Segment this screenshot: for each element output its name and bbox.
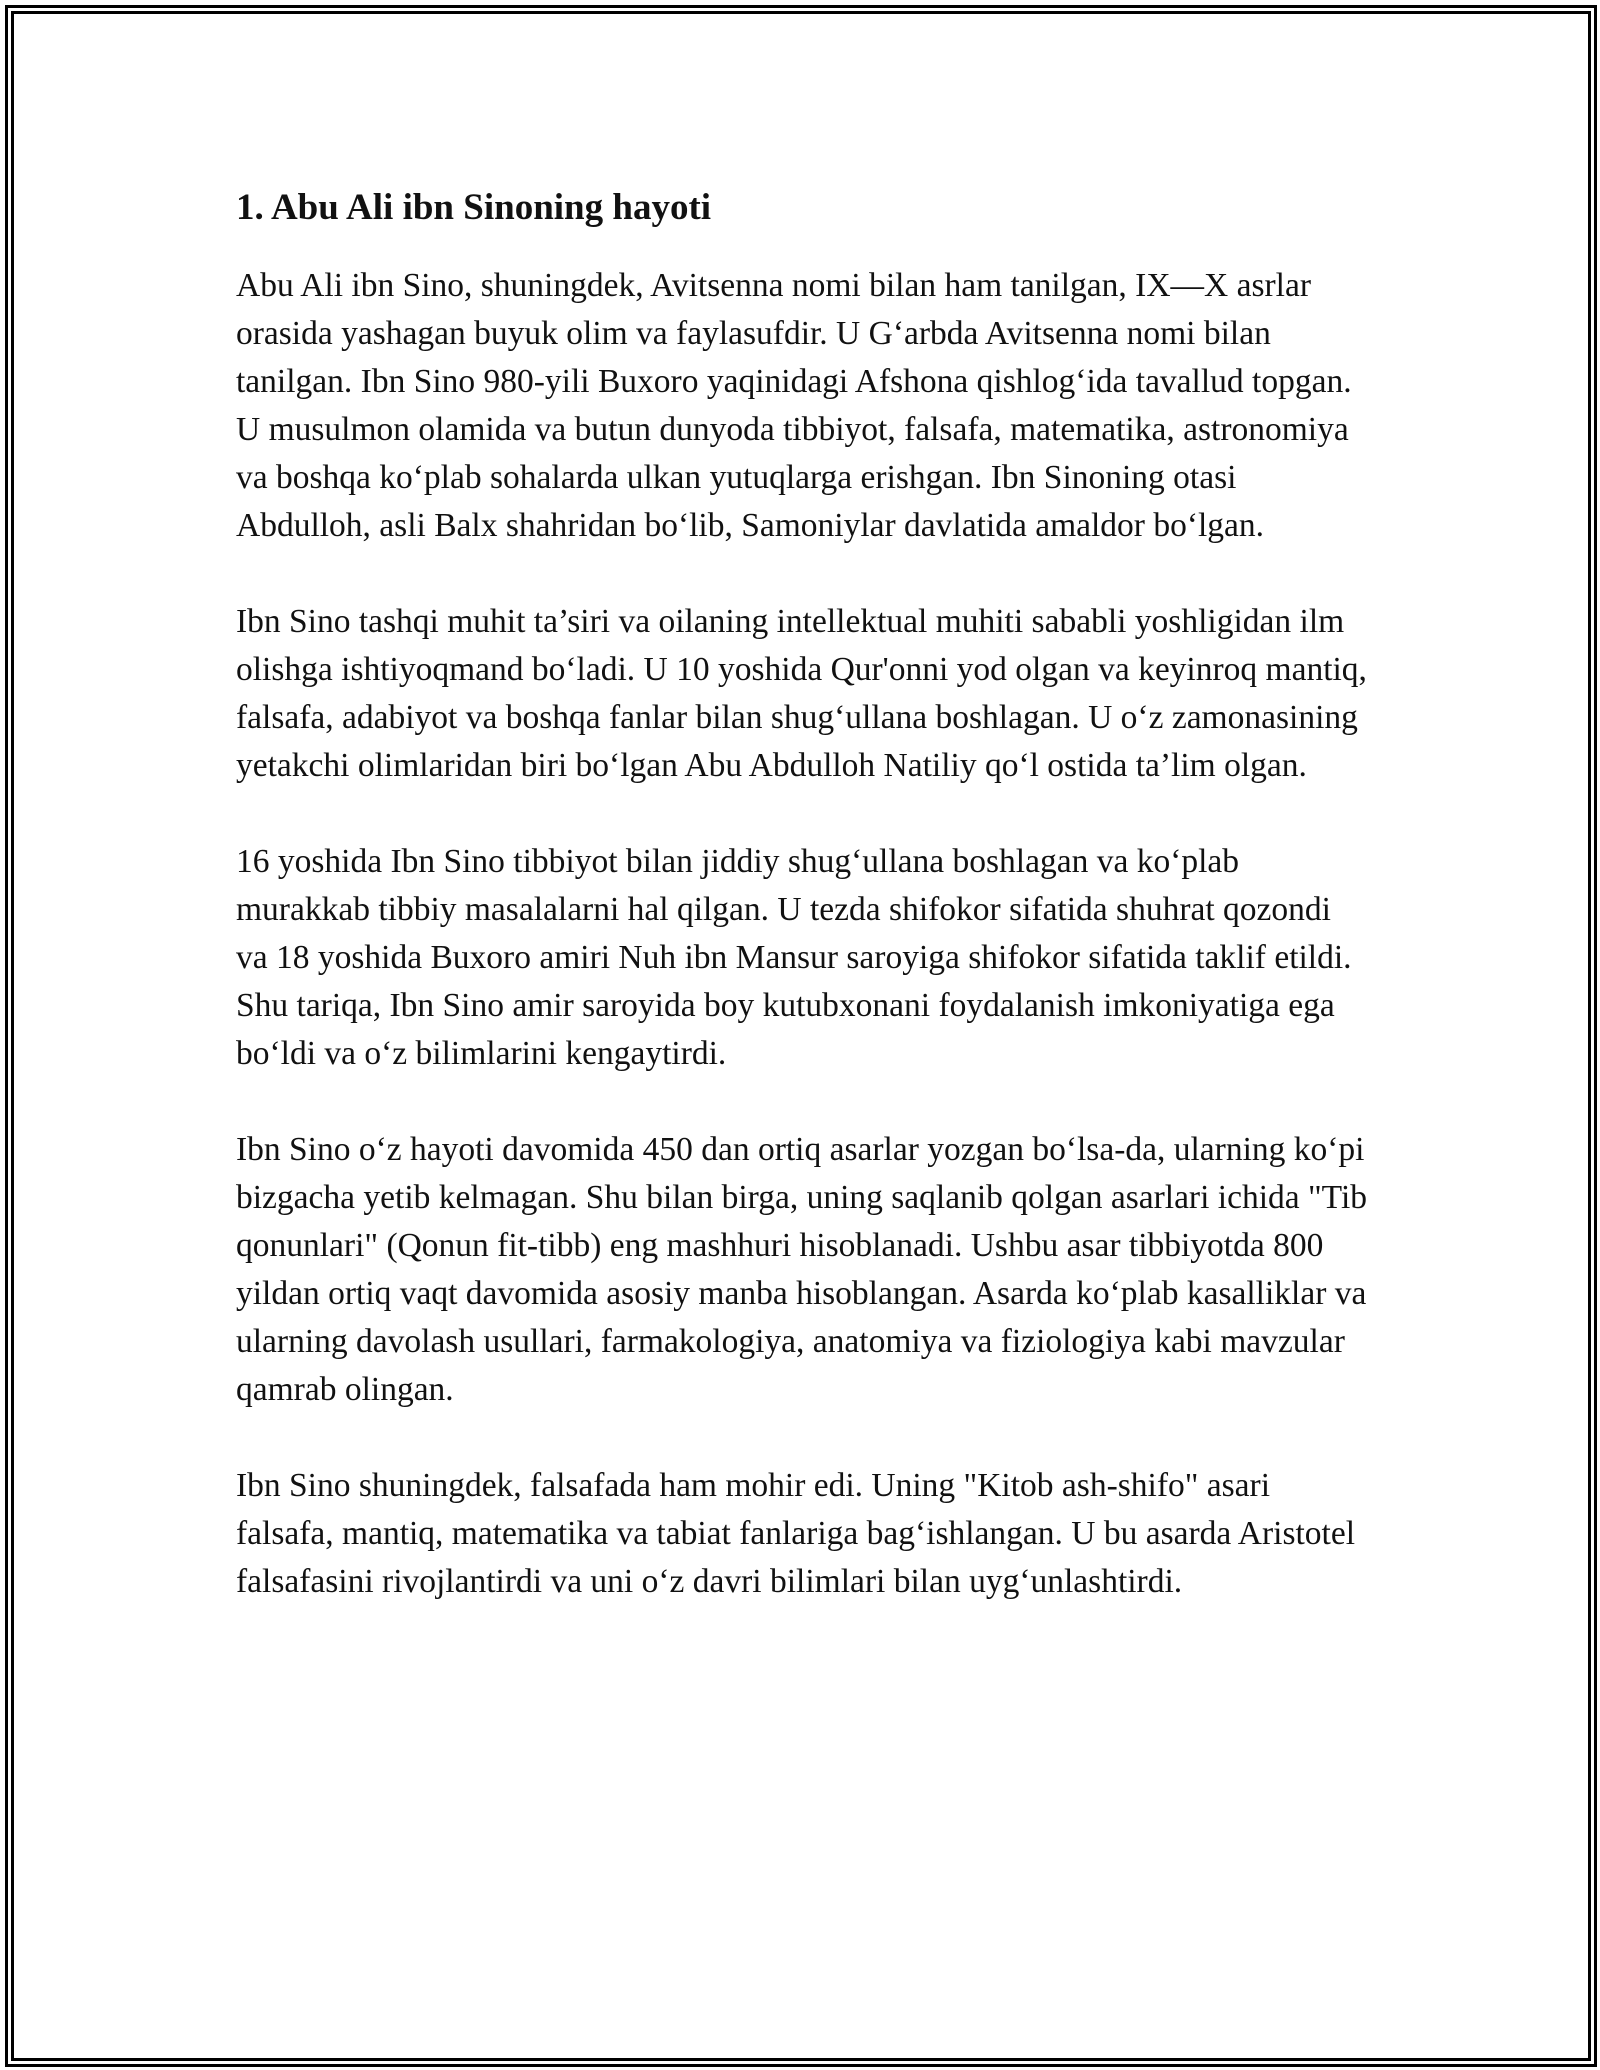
paragraph-4: Ibn Sino o‘z hayoti davomida 450 dan ortiq asarlar yozgan bo‘lsa-da, ularning ko‘pi bizgacha yetib kelmagan. Shu bilan birga, uning saqlanib qolgan asarlari ichida "Tib qonunlari" (Qonun fit-tibb) eng mashhuri hisoblanadi. Ushbu asar tibbiyotda 800 yildan ortiq vaqt davomida asosiy manba hisoblangan. Asarda ko‘plab kasalliklar va ularning davolash usullari, farmakologiya, anatomiya va fiziologiya kabi mavzular qamrab olingan.: [236, 1131, 1368, 1409]
paragraph-2: Ibn Sino tashqi muhit ta’siri va oilaning intellektual muhiti sababli yoshligidan ilm olishga ishtiyoqmand bo‘ladi. U 10 yoshida Qur'onni yod olgan va keyinroq mantiq, falsafa, adabiyot va boshqa fanlar bilan shug‘ullana boshlagan. U o‘z zamonasining yetakchi olimlaridan biri bo‘lgan Abu Abdulloh Natiliy qo‘l ostida ta’lim olgan.: [236, 603, 1367, 785]
paragraph-1: Abu Ali ibn Sino, shuningdek, Avitsenna nomi bilan ham tanilgan, IX—X asrlar orasida yashagan buyuk olim va faylasufdir. U G‘arbda Avitsenna nomi bilan tanilgan. Ibn Sino 980-yili Buxoro yaqinidagi Afshona qishlog‘ida tavallud topgan. U musulmon olamida va butun dunyoda tibbiyot, falsafa, matematika, astronomiya va boshqa ko‘plab sohalarda ulkan yutuqlarga erishgan. Ibn Sinoning otasi Abdulloh, asli Balx shahridan bo‘lib, Samoniylar davlatida amaldor bo‘lgan.: [236, 267, 1352, 545]
paragraph-5: Ibn Sino shuningdek, falsafada ham mohir edi. Uning "Kitob ash-shifo" asari falsafa, mantiq, matematika va tabiat fanlariga bag‘ishlangan. U bu asarda Aristotel falsafasini rivojlantirdi va uni o‘z davri bilimlari bilan uyg‘unlashtirdi.: [236, 1467, 1356, 1601]
document-body: [236, 186, 1370, 1654]
section-heading: 1. Abu Ali ibn Sinoning hayoti: [236, 187, 712, 228]
paragraph-3: 16 yoshida Ibn Sino tibbiyot bilan jiddiy shug‘ullana boshlagan va ko‘plab murakkab tibbiy masalalarni hal qilgan. U tezda shifokor sifatida shuhrat qozondi va 18 yoshida Buxoro amiri Nuh ibn Mansur saroyiga shifokor sifatida taklif etildi. Shu tariqa, Ibn Sino amir saroyida boy kutubxonani foydalanish imkoniyatiga ega bo‘ldi va o‘z bilimlarini kengaytirdi.: [236, 843, 1352, 1073]
